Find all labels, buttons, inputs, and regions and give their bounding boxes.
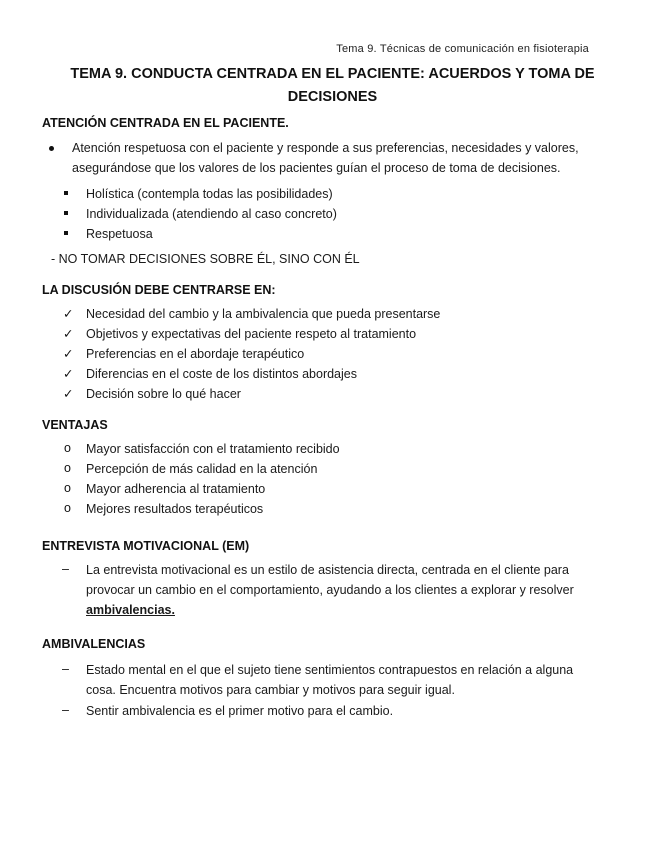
section-heading-ventajas: VENTAJAS bbox=[42, 418, 108, 432]
sub-item-respetuosa: Respetuosa bbox=[86, 227, 153, 241]
sub-item-holistica: Holística (contempla todas las posibilidades) bbox=[86, 187, 333, 201]
paragraph-line-2: provocar un cambio en el comportamiento, ayudando a los clientes a explorar y resolver bbox=[86, 583, 574, 597]
list-item: Decisión sobre lo qué hacer bbox=[86, 387, 241, 401]
paragraph-line-2: cosa. Encuentra motivos para cambiar y motivos para seguir igual. bbox=[86, 683, 455, 697]
circle-bullet-icon: o bbox=[64, 501, 71, 515]
sub-item-individualizada: Individualizada (atendiendo al caso concreto) bbox=[86, 207, 337, 221]
circle-bullet-icon: o bbox=[64, 481, 71, 495]
section-heading-discusion: LA DISCUSIÓN DEBE CENTRARSE EN: bbox=[42, 283, 276, 297]
square-bullet-icon bbox=[64, 191, 68, 195]
emphasis-note: - NO TOMAR DECISIONES SOBRE ÉL, SINO CON ÉL bbox=[51, 252, 360, 266]
circle-bullet-icon: o bbox=[64, 441, 71, 455]
list-item: Preferencias en el abordaje terapéutico bbox=[86, 347, 305, 361]
square-bullet-icon bbox=[64, 211, 68, 215]
section-heading-entrevista: ENTREVISTA MOTIVACIONAL (EM) bbox=[42, 539, 250, 553]
check-icon: ✓ bbox=[63, 307, 74, 321]
list-item: Mejores resultados terapéuticos bbox=[86, 502, 264, 516]
list-item: Necesidad del cambio y la ambivalencia que pueda presentarse bbox=[86, 307, 441, 321]
section-heading-ambivalencias: AMBIVALENCIAS bbox=[42, 637, 146, 651]
check-icon: ✓ bbox=[63, 327, 74, 341]
list-item: Diferencias en el coste de los distintos abordajes bbox=[86, 367, 357, 381]
dash-bullet-icon: – bbox=[62, 562, 69, 576]
title-line-1: TEMA 9. CONDUCTA CENTRADA EN EL PACIENTE: ACUERDOS Y TOMA DE bbox=[70, 66, 595, 82]
bullet-text-line-2: asegurándose que los valores de los pacientes guían el proceso de toma de decisiones. bbox=[72, 161, 561, 175]
emphasis-term: ambivalencias. bbox=[86, 603, 175, 617]
bullet-text-line-1: Atención respetuosa con el paciente y responde a sus preferencias, necesidades y valores, bbox=[72, 141, 579, 155]
check-icon: ✓ bbox=[63, 367, 74, 381]
square-bullet-icon bbox=[64, 231, 68, 235]
title-line-2: DECISIONES bbox=[287, 89, 378, 105]
list-item: Mayor satisfacción con el tratamiento recibido bbox=[86, 442, 340, 456]
check-icon: ✓ bbox=[63, 347, 74, 361]
circle-bullet-icon: o bbox=[64, 461, 71, 475]
check-icon: ✓ bbox=[63, 387, 74, 401]
list-item: Sentir ambivalencia es el primer motivo para el cambio. bbox=[86, 704, 394, 718]
running-header: Tema 9. Técnicas de comunicación en fisioterapia bbox=[336, 43, 589, 55]
section-heading-atencion: ATENCIÓN CENTRADA EN EL PACIENTE. bbox=[42, 116, 289, 130]
bullet-dot-icon bbox=[49, 146, 54, 151]
list-item: Percepción de más calidad en la atención bbox=[86, 462, 318, 476]
dash-bullet-icon: – bbox=[62, 662, 69, 676]
paragraph-line-1: La entrevista motivacional es un estilo de asistencia directa, centrada en el cliente para bbox=[86, 563, 569, 577]
paragraph-line-1: Estado mental en el que el sujeto tiene sentimientos contrapuestos en relación a alguna bbox=[86, 663, 574, 677]
list-item: Mayor adherencia al tratamiento bbox=[86, 482, 266, 496]
page-title bbox=[60, 63, 605, 109]
dash-bullet-icon: – bbox=[62, 703, 69, 717]
list-item: Objetivos y expectativas del paciente respeto al tratamiento bbox=[86, 327, 417, 341]
